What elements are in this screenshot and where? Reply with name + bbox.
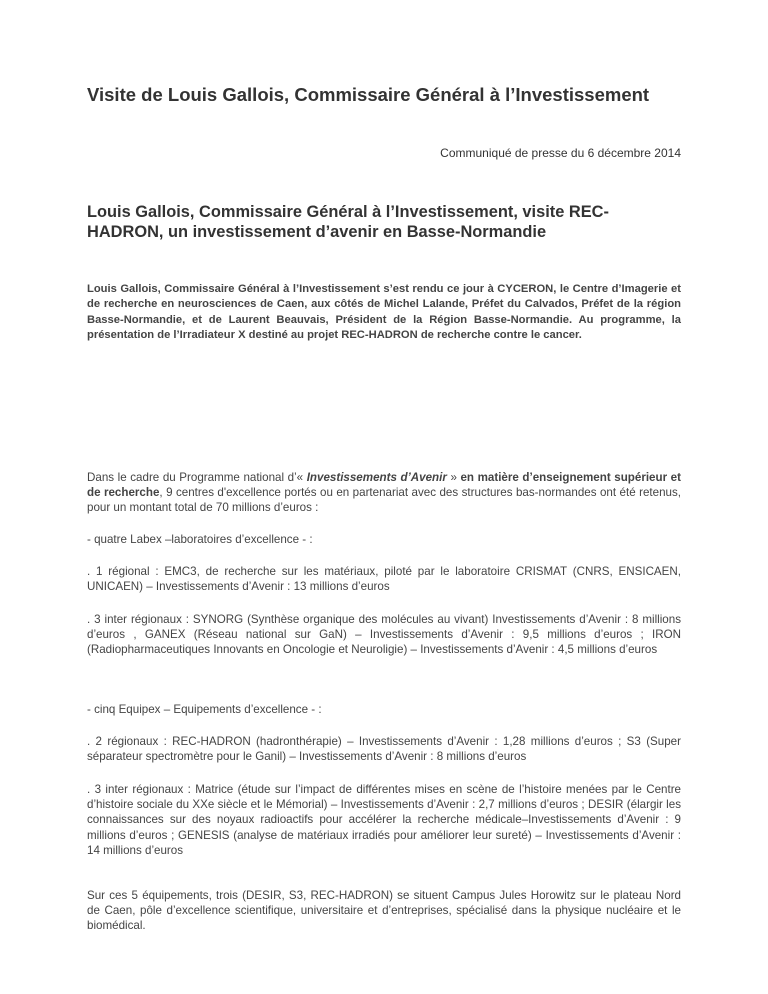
intro-text-1: Dans le cadre du Programme national d’«	[87, 471, 307, 484]
closing-paragraph: Sur ces 5 équipements, trois (DESIR, S3, REC-HADRON) se situent Campus Jules Horowitz sur le plateau Nord de Caen, pôle d’excellence scientifique, universitaire et d’entreprises, spécialisé dans la physique nucléaire et le biomédical.	[87, 889, 681, 933]
lead-paragraph: Louis Gallois, Commissaire Général à l’Investissement s’est rendu ce jour à CYCERON, le Centre d’Imagerie et de recherche en neurosciences de Caen, aux côtés de Michel Lalande, Préfet du Calvados, Préfet de la région Basse-Normandie, et de Laurent Beauvais, Président de la Région Basse-Normandie. Au programme, la présentation de l’Irradiateur X destiné au projet REC-HADRON de recherche contre le cancer.	[87, 283, 681, 341]
intro-paragraph	[87, 470, 681, 516]
labex-regional: . 1 régional : EMC3, de recherche sur les matériaux, piloté par le laboratoire CRISMAT (CNRS, ENSICAEN, UNICAEN) – Investissements d’Avenir : 13 millions d’euros	[87, 565, 681, 594]
intro-text-3: , 9 centres d'excellence portés ou en partenariat avec des structures bas-normandes ont été retenus, pour un montant total de 70 millions d’euros :	[87, 486, 681, 515]
intro-bold-text: en matière d’enseignement supérieur et de recherche	[87, 471, 681, 500]
equipex-interregional: . 3 inter régionaux : Matrice (étude sur l’impact de différentes mises en scène de l’histoire menées par le Centre d’histoire sociale du XXe siècle et le Mémorial) – Investissements d’Avenir : 2,7 millions d’euros ; DESIR (élargir les connaissances sur des noyaux radioactifs pour accélérer la recherche médicale–Investissements d’Avenir : 9 millions d’euros ; GENESIS (analyse de matériaux irradiés pour améliorer leur sureté) – Investissements d’Avenir : 14 millions d’euros	[87, 783, 681, 857]
intro-text-2: »	[446, 471, 461, 484]
equipex-regional: . 2 régionaux : REC-HADRON (hadronthérapie) – Investissements d’Avenir : 1,28 millions d’euros ; S3 (Super séparateur spectromètre pour le Ganil) – Investissements d’Avenir : 8 millions d’euros	[87, 735, 681, 764]
program-name: Investissements d’Avenir	[306, 471, 447, 484]
press-release-date: Communiqué de presse du 6 décembre 2014	[440, 146, 681, 160]
equipex-heading: - cinq Equipex – Equipements d’excellence - :	[87, 703, 322, 716]
document-title: Visite de Louis Gallois, Commissaire Général à l’Investissement	[87, 84, 650, 105]
labex-heading: - quatre Labex –laboratoires d’excellence - :	[87, 533, 313, 546]
labex-interregional: . 3 inter régionaux : SYNORG (Synthèse organique des molécules au vivant) Investissements d’Avenir : 8 millions d’euros , GANEX (Réseau national sur GaN) – Investissements d’Avenir : 9,5 millions d’euros ; IRON (Radiopharmaceutiques Innovants en Oncologie et Neuroligie) – Investissements d’Avenir : 4,5 millions d’euros	[87, 613, 681, 657]
document-subtitle: Louis Gallois, Commissaire Général à l’Investissement, visite REC-HADRON, un investissement d’avenir en Basse-Normandie	[87, 203, 609, 241]
